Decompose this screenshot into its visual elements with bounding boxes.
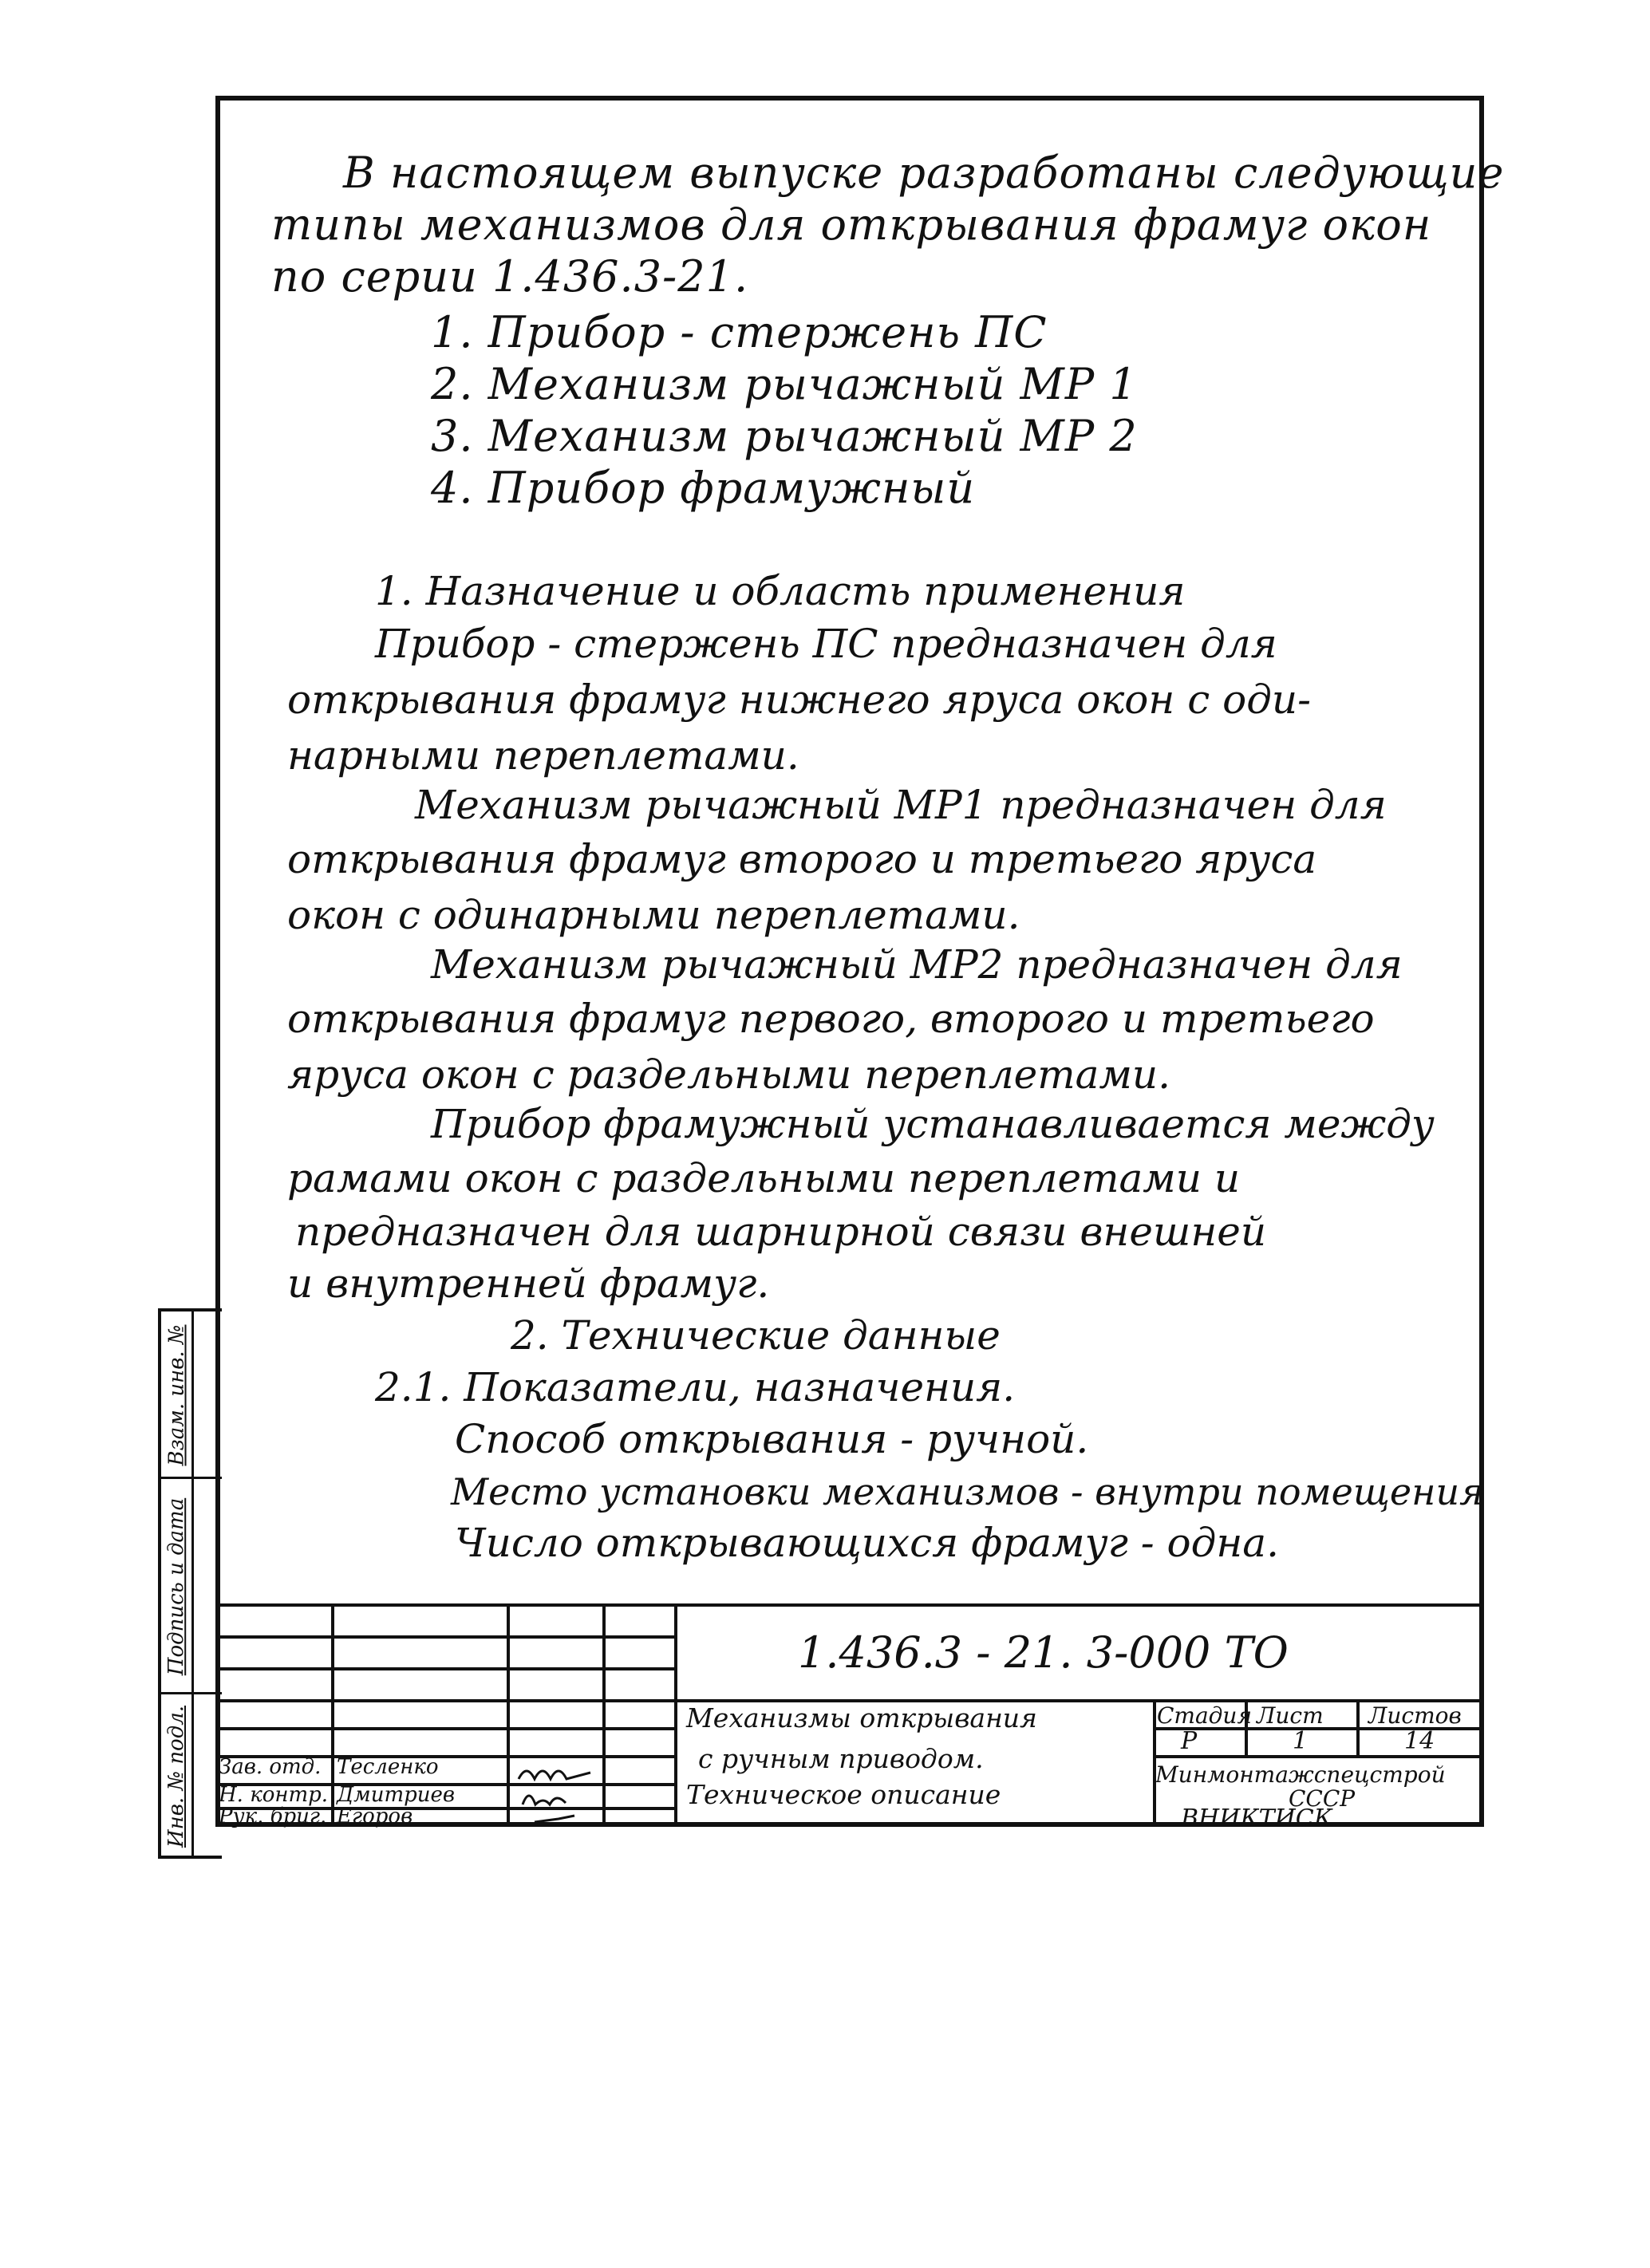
section1-line: Прибор фрамужный устанавливается между (431, 1101, 1435, 1147)
section2-line: Число открывающихся фрамуг - одна. (455, 1520, 1279, 1566)
org-line-1: Минмонтажспецстрой (1155, 1761, 1446, 1788)
section1-line: окон с одинарными переплетами. (287, 892, 1020, 938)
tb-line (1356, 1699, 1360, 1755)
section1-heading: 1. Назначение и область применения (375, 568, 1186, 614)
org-line-3: ВНИКТИСК (1181, 1805, 1332, 1832)
role-name: Тесленко (337, 1755, 439, 1779)
type-item-2: 2. Механизм рычажный МР 1 (431, 359, 1138, 409)
document-code: 1.436.3 - 21. 3-000 ТО (798, 1627, 1289, 1678)
sheets-value: 14 (1404, 1727, 1435, 1755)
type-item-1: 1. Прибор - стержень ПС (431, 307, 1048, 357)
role-name: Дмитриев (337, 1783, 456, 1807)
section1-line: яруса окон с раздельными переплетами. (287, 1051, 1171, 1098)
title-name-line-2: с ручным приводом. (698, 1743, 984, 1774)
tb-line (507, 1603, 510, 1827)
section1-line: предназначен для шарнирной связи внешней (295, 1209, 1267, 1255)
strip-label-inv-dubl: Взам. инв. № (164, 1324, 189, 1466)
binding-strip (158, 1308, 222, 1859)
section1-line: рамами окон с раздельными переплетами и (287, 1155, 1241, 1201)
signatures (511, 1757, 600, 1827)
signature-3 (535, 1816, 574, 1822)
section1-line: Механизм рычажный МР2 предназначен для (431, 941, 1403, 988)
section1-line: и внутренней фрамуг. (287, 1260, 770, 1307)
section2-sub: 2.1. Показатели, назначения. (375, 1364, 1016, 1410)
signature-1 (519, 1771, 590, 1779)
role-label: Рук. бриг. (219, 1805, 327, 1828)
strip-label-sign-date: Подпись и дата (164, 1497, 189, 1676)
strip-label-inv-orig: Инв. № подл. (164, 1705, 188, 1848)
sheet-value: 1 (1293, 1727, 1309, 1755)
role-label: Зав. отд. (219, 1755, 322, 1779)
tb-line (215, 1603, 1484, 1607)
section2-heading: 2. Технические данные (511, 1312, 1001, 1359)
type-item-4: 4. Прибор фрамужный (431, 463, 976, 513)
intro-line-1: В настоящем выпуске разработаны следующие (343, 148, 1505, 198)
section2-line: Место установки механизмов - внутри помещения (451, 1470, 1484, 1513)
section1-line: Механизм рычажный МР1 предназначен для (415, 782, 1387, 828)
intro-line-2: типы механизмов для открывания фрамуг окон (271, 199, 1432, 250)
type-item-3: 3. Механизм рычажный МР 2 (431, 411, 1138, 461)
sheet-label: Лист (1257, 1702, 1324, 1729)
section1-line: открывания фрамуг нижнего яруса окон с оди- (287, 676, 1311, 723)
tb-line (1153, 1755, 1484, 1758)
tb-line (674, 1603, 677, 1827)
section2-line: Способ открывания - ручной. (455, 1416, 1089, 1462)
section1-line: открывания фрамуг второго и третьего яруса (287, 836, 1317, 882)
tb-line (331, 1603, 334, 1827)
stage-label: Стадия (1157, 1702, 1252, 1729)
section1-line: открывания фрамуг первого, второго и третьего (287, 996, 1375, 1042)
section1-line: нарными переплетами. (287, 732, 799, 779)
stage-value: Р (1181, 1727, 1198, 1755)
org-line-2: СССР (1289, 1785, 1356, 1812)
tb-line (602, 1603, 606, 1827)
intro-line-3: по серии 1.436.3-21. (271, 251, 749, 302)
title-name-line-3: Техническое описание (686, 1779, 1001, 1810)
role-label: Н. контр. (219, 1783, 329, 1807)
title-name-line-1: Механизмы открывания (686, 1702, 1037, 1734)
role-name: Егоров (337, 1805, 413, 1828)
title-block (215, 1603, 1484, 1832)
sheets-label: Листов (1368, 1702, 1462, 1729)
section1-line: Прибор - стержень ПС предназначен для (375, 621, 1277, 667)
signature-2 (523, 1796, 566, 1805)
